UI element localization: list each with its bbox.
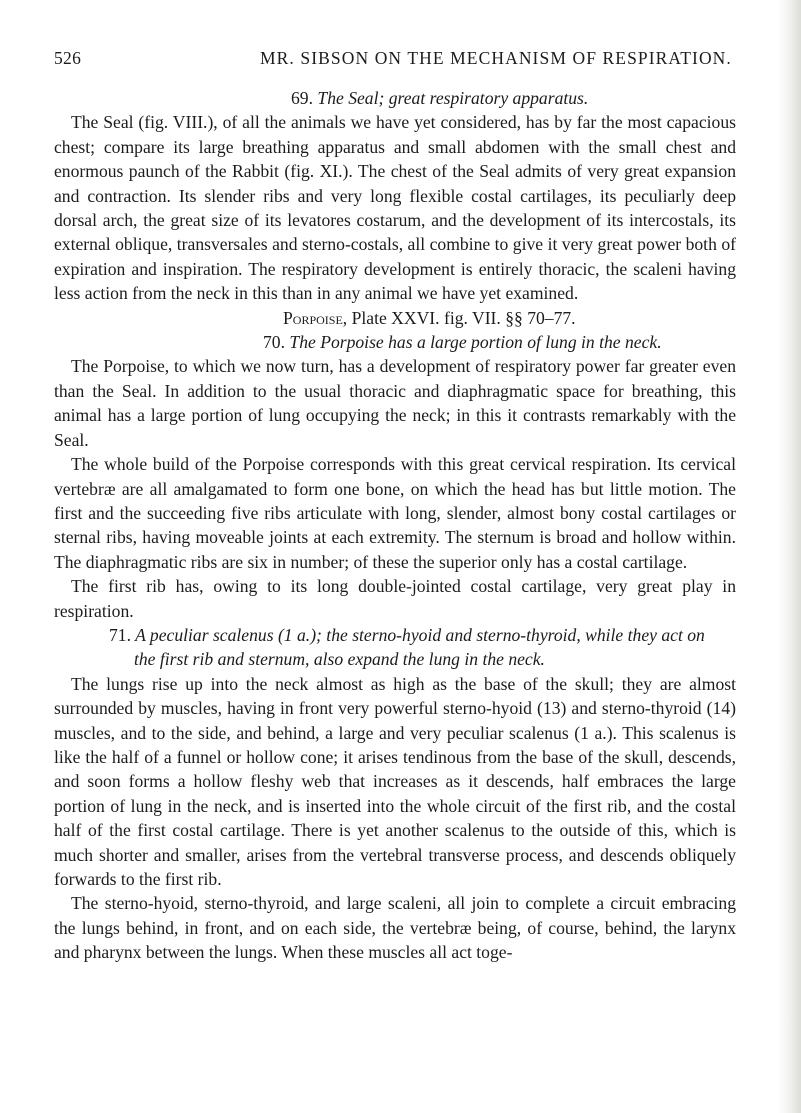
paragraph-porpoise-1: The Porpoise, to which we now turn, has a development of respiratory power far greater even than the Seal. In addition to the usual thoracic and diaphragmatic space for breathing, this animal has a large portion of lung occupying the neck; in this it contrasts remarkably with the Seal.: [54, 356, 736, 450]
section-title: The Porpoise has a large portion of lung in the neck.: [289, 332, 662, 353]
paragraph-lungs-1: The lungs rise up into the neck almost as high as the base of the skull; they are almost surrounded by muscles, having in front very powerful sterno-hyoid (13) and sterno-thyroid (14) muscles, and to the side, and behind, a large and very peculiar scalenus (1 a.). This scalenus is like the half of a funnel or hollow cone; it arises tendinous from the base of the skull, descends, and soon forms a hollow fleshy web that increases as it descends, half embraces the large portion of lung in the neck, and is inserted into the whole circuit of the first rib, and the costal half of the first costal cartilage. There is yet another scalenus to the outside of this, which is much shorter and smaller, arises from the vertebral transverse process, and descends obliquely forwards to the first rib.: [54, 673, 736, 889]
paragraph-seal: The Seal (fig. VIII.), of all the animals we have yet considered, has by far the most capacious chest; compare its large breathing apparatus and small abdomen with the small chest and enormous paunch of the Rabbit (fig. XI.). The chest of the Seal admits of very great expansion and contraction. Its slender ribs and very long flexible costal cartilages, its peculiarly deep dorsal arch, the great size of its levatores costarum, and the development of its intercostals, its external oblique, transversales and sterno-costals, all combine to give it very great power both of expiration and inspiration. The respiratory development is entirely thoracic, the scaleni having less action from the neck in this than in any animal we have yet examined.: [54, 112, 736, 304]
section-title-line1: A peculiar scalenus (1 a.); the sterno-hyoid and sterno-thyroid, while they act on: [135, 624, 705, 645]
section-number: 70.: [263, 332, 285, 353]
section-number: 69.: [291, 88, 313, 108]
section-69-heading: [54, 86, 736, 110]
section-71-heading-line2: the first rib and sternum, also expand the lung in the neck.: [134, 649, 545, 670]
running-head-title: MR. SIBSON ON THE MECHANISM OF RESPIRATION.: [260, 48, 732, 68]
section-70-heading: [54, 330, 736, 354]
paragraph-porpoise-2: The whole build of the Porpoise corresponds with this great cervical respiration. Its cervical vertebræ are all amalgamated to form one bone, on which the head has but little motion. The first and the succeeding five ribs articulate with long, slender, almost bony costal cartilages or sternal ribs, having moveable joints at each extremity. The sternum is broad and hollow within. The diaphragmatic ribs are six in number; of these the superior only has a costal cartilage.: [54, 454, 736, 572]
section-71-heading: [54, 623, 736, 647]
paragraph-porpoise-3: The first rib has, owing to its long double-jointed costal cartilage, very great play in respiration.: [54, 576, 736, 621]
paragraph-lungs-2: The sterno-hyoid, sterno-thyroid, and large scaleni, all join to complete a circuit embracing the lungs behind, in front, and on each side, the vertebræ being, of course, behind, the larynx and pharynx between the lungs. When these muscles all act toge-: [54, 893, 736, 963]
plate-animal-name: Porpoise,: [283, 307, 348, 328]
section-number: 71.: [109, 624, 131, 645]
plate-figure-ref: Plate XXVI. fig. VII. §§ 70–77.: [351, 307, 576, 328]
body-text: [54, 86, 736, 965]
plate-reference: [54, 306, 736, 330]
page-edge-shadow: [777, 0, 801, 1113]
page-number: 526: [54, 48, 82, 68]
section-title: The Seal; great respiratory apparatus.: [317, 88, 589, 108]
